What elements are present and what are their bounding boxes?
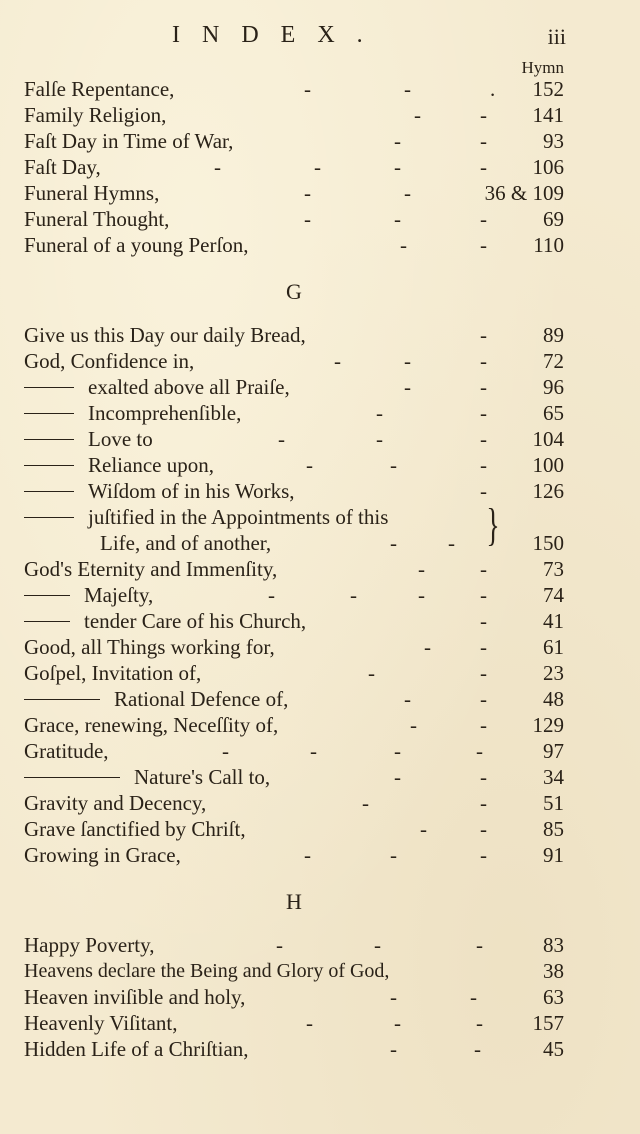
index-title: INDEX. — [172, 22, 385, 48]
index-entry — [24, 958, 564, 984]
leader-dash: - — [414, 103, 421, 127]
leader-dash: - — [304, 181, 311, 205]
entry-subtitle: juſtified in the Appointments of this — [88, 505, 389, 529]
entry-subtitle: exalted above all Praiſe, — [88, 375, 290, 399]
ditto-rule — [24, 517, 74, 518]
brace-mark: } — [486, 499, 500, 550]
leader-dash: - — [404, 181, 411, 205]
leader-dash: - — [404, 77, 411, 101]
index-entry — [24, 400, 564, 426]
leader-dash: - — [476, 739, 483, 763]
entry-title: Good, all Things working for, — [24, 635, 275, 659]
leader-dash: - — [268, 583, 275, 607]
leader-dash: - — [480, 609, 487, 633]
entry-title — [24, 374, 290, 400]
ditto-rule — [24, 621, 70, 622]
leader-dash: - — [306, 453, 313, 477]
leader-dash: - — [390, 985, 397, 1009]
entry-title: Funeral of a young Perſon, — [24, 233, 249, 257]
leader-dash: - — [376, 427, 383, 451]
entry-title: Grace, renewing, Neceſſity of, — [24, 713, 279, 737]
leader-dash: - — [304, 843, 311, 867]
leader-dash: - — [420, 817, 427, 841]
leader-dash: - — [480, 155, 487, 179]
hymn-number: 41 — [543, 609, 564, 633]
leader-dash: - — [480, 843, 487, 867]
entry-title — [24, 582, 153, 608]
hymn-number: 34 — [543, 765, 564, 789]
leader-dash: - — [480, 207, 487, 231]
index-entry — [24, 348, 564, 374]
index-entry — [24, 556, 564, 582]
leader-dash: - — [350, 583, 357, 607]
index-entry — [24, 634, 564, 660]
leader-dash: . — [490, 77, 496, 101]
index-entry — [24, 984, 564, 1010]
entry-title: Life, and of another, — [100, 531, 272, 555]
leader-dash: - — [222, 739, 229, 763]
index-entry — [24, 232, 564, 258]
hymn-number: 85 — [543, 817, 564, 841]
index-entry — [24, 932, 564, 958]
leader-dash: - — [476, 933, 483, 957]
index-entry — [24, 712, 564, 738]
leader-dash: - — [480, 349, 487, 373]
index-entry — [24, 76, 564, 102]
hymn-number: 65 — [543, 401, 564, 425]
entry-title: Happy Poverty, — [24, 933, 155, 957]
leader-dash: - — [304, 77, 311, 101]
ditto-rule — [24, 439, 74, 440]
leader-dash: - — [394, 1011, 401, 1035]
hymn-number: 100 — [532, 453, 564, 477]
entry-subtitle: Nature's Call to, — [134, 765, 271, 789]
hymn-number: 23 — [543, 661, 564, 685]
ditto-rule — [24, 595, 70, 596]
index-entry — [24, 478, 564, 504]
hymn-number: 73 — [543, 557, 564, 581]
entry-title — [24, 686, 288, 712]
entry-title: Heavenly Viſitant, — [24, 1011, 178, 1035]
entry-title — [24, 452, 214, 478]
leader-dash: - — [480, 583, 487, 607]
leader-dash: - — [306, 1011, 313, 1035]
leader-dash: - — [448, 531, 455, 555]
leader-dash: - — [424, 635, 431, 659]
index-entry — [24, 582, 564, 608]
hymn-number: 69 — [543, 207, 564, 231]
index-entry — [24, 102, 564, 128]
hymn-number: 83 — [543, 933, 564, 957]
leader-dash: - — [480, 323, 487, 347]
hymn-number: 97 — [543, 739, 564, 763]
leader-dash: - — [394, 765, 401, 789]
index-entry — [24, 1036, 564, 1062]
entry-title: Give us this Day our daily Bread, — [24, 323, 306, 347]
leader-dash: - — [480, 765, 487, 789]
entry-title: Funeral Thought, — [24, 207, 170, 231]
hymn-number: 51 — [543, 791, 564, 815]
leader-dash: - — [480, 817, 487, 841]
leader-dash: - — [310, 739, 317, 763]
leader-dash: - — [314, 155, 321, 179]
index-entry — [24, 180, 564, 206]
leader-dash: - — [480, 479, 487, 503]
leader-dash: - — [480, 687, 487, 711]
entry-title: Heavens declare the Being and Glory of God, — [24, 960, 390, 982]
entry-title — [24, 426, 153, 452]
leader-dash: - — [480, 713, 487, 737]
hymn-number: 38 — [543, 959, 564, 983]
entry-title: Funeral Hymns, — [24, 181, 160, 205]
index-entry — [24, 206, 564, 232]
leader-dash: - — [480, 401, 487, 425]
index-entry — [24, 530, 564, 556]
entry-title — [24, 478, 295, 504]
entry-title — [24, 504, 388, 530]
leader-dash: - — [334, 349, 341, 373]
index-entry — [24, 842, 564, 868]
leader-dash: - — [400, 233, 407, 257]
hymn-number: 74 — [543, 583, 564, 607]
ditto-rule — [24, 699, 100, 700]
leader-dash: - — [410, 713, 417, 737]
section-letter-h: H — [286, 889, 302, 914]
leader-dash: - — [390, 1037, 397, 1061]
leader-dash: - — [470, 985, 477, 1009]
leader-dash: - — [394, 129, 401, 153]
hymn-number: 89 — [543, 323, 564, 347]
hymn-column-label: Hymn — [521, 58, 564, 77]
entry-title: Heaven inviſible and holy, — [24, 985, 246, 1009]
leader-dash: - — [362, 791, 369, 815]
ditto-rule — [24, 413, 74, 414]
index-entry — [24, 374, 564, 400]
index-entry — [24, 686, 564, 712]
entry-subtitle: Love to — [88, 427, 153, 451]
leader-dash: - — [480, 129, 487, 153]
index-entry — [24, 426, 564, 452]
hymn-number: 110 — [533, 233, 564, 257]
page-number: iii — [547, 24, 566, 49]
leader-dash: - — [404, 375, 411, 399]
leader-dash: - — [418, 557, 425, 581]
entry-title: Growing in Grace, — [24, 843, 181, 867]
leader-dash: - — [404, 687, 411, 711]
hymn-number: 36 & 109 — [484, 181, 564, 205]
hymn-number: 72 — [543, 349, 564, 373]
leader-dash: - — [278, 427, 285, 451]
leader-dash: - — [480, 375, 487, 399]
hymn-number: 129 — [532, 713, 564, 737]
hymn-number: 152 — [532, 77, 564, 101]
hymn-number: 48 — [543, 687, 564, 711]
leader-dash: - — [376, 401, 383, 425]
entry-title: Faſt Day in Time of War, — [24, 129, 234, 153]
entry-subtitle: Majeſty, — [84, 583, 154, 607]
hymn-number: 157 — [532, 1011, 564, 1035]
hymn-number: 45 — [543, 1037, 564, 1061]
entry-title — [24, 608, 306, 634]
hymn-number: 61 — [543, 635, 564, 659]
entry-subtitle: tender Care of his Church, — [84, 609, 307, 633]
entry-title: Goſpel, Invitation of, — [24, 661, 202, 685]
entry-title: God's Eternity and Immenſity, — [24, 557, 278, 581]
leader-dash: - — [480, 557, 487, 581]
leader-dash: - — [390, 531, 397, 555]
index-entry — [24, 322, 564, 348]
entry-title — [24, 764, 270, 790]
index-entry — [24, 608, 564, 634]
leader-dash: - — [394, 739, 401, 763]
index-entry — [24, 154, 564, 180]
hymn-number: 150 — [532, 531, 564, 555]
entry-title: Falſe Repentance, — [24, 77, 175, 101]
leader-dash: - — [480, 427, 487, 451]
page-header — [0, 22, 640, 56]
index-entries — [24, 76, 564, 1062]
leader-dash: - — [480, 453, 487, 477]
hymn-number: 141 — [532, 103, 564, 127]
entry-subtitle: Incomprehenſible, — [88, 401, 242, 425]
entry-subtitle: Reliance upon, — [88, 453, 214, 477]
ditto-rule — [24, 465, 74, 466]
ditto-rule — [24, 387, 74, 388]
index-entry — [24, 738, 564, 764]
leader-dash: - — [214, 155, 221, 179]
leader-dash: - — [480, 103, 487, 127]
ditto-rule — [24, 777, 120, 778]
leader-dash: - — [474, 1037, 481, 1061]
leader-dash: - — [304, 207, 311, 231]
leader-dash: - — [480, 661, 487, 685]
index-entry — [24, 128, 564, 154]
hymn-number: 91 — [543, 843, 564, 867]
index-entry — [24, 764, 564, 790]
entry-subtitle: Wiſdom of in his Works, — [88, 479, 295, 503]
leader-dash: - — [418, 583, 425, 607]
index-entry — [24, 452, 564, 478]
section-letter-g: G — [286, 279, 302, 304]
leader-dash: - — [390, 843, 397, 867]
hymn-number: 126 — [532, 479, 564, 503]
entry-title: Family Religion, — [24, 103, 167, 127]
leader-dash: - — [390, 453, 397, 477]
entry-title: Hidden Life of a Chriſtian, — [24, 1037, 249, 1061]
index-entry — [24, 816, 564, 842]
leader-dash: - — [368, 661, 375, 685]
leader-dash: - — [394, 155, 401, 179]
index-entry — [24, 1010, 564, 1036]
entry-title: God, Confidence in, — [24, 349, 195, 373]
leader-dash: - — [476, 1011, 483, 1035]
leader-dash: - — [276, 933, 283, 957]
hymn-number: 93 — [543, 129, 564, 153]
entry-title: Gravity and Decency, — [24, 791, 207, 815]
entry-title: Gratitude, — [24, 739, 109, 763]
leader-dash: - — [404, 349, 411, 373]
leader-dash: - — [480, 233, 487, 257]
entry-subtitle: Rational Defence of, — [114, 687, 289, 711]
entry-title: Faſt Day, — [24, 155, 101, 179]
hymn-number: 96 — [543, 375, 564, 399]
index-entry — [24, 790, 564, 816]
leader-dash: - — [480, 635, 487, 659]
entry-title: Grave ſanctified by Chriſt, — [24, 817, 246, 841]
hymn-number: 106 — [532, 155, 564, 179]
leader-dash: - — [480, 791, 487, 815]
hymn-number: 104 — [532, 427, 564, 451]
index-entry — [24, 660, 564, 686]
hymn-number: 63 — [543, 985, 564, 1009]
leader-dash: - — [394, 207, 401, 231]
leader-dash: - — [374, 933, 381, 957]
entry-title — [24, 400, 241, 426]
ditto-rule — [24, 491, 74, 492]
